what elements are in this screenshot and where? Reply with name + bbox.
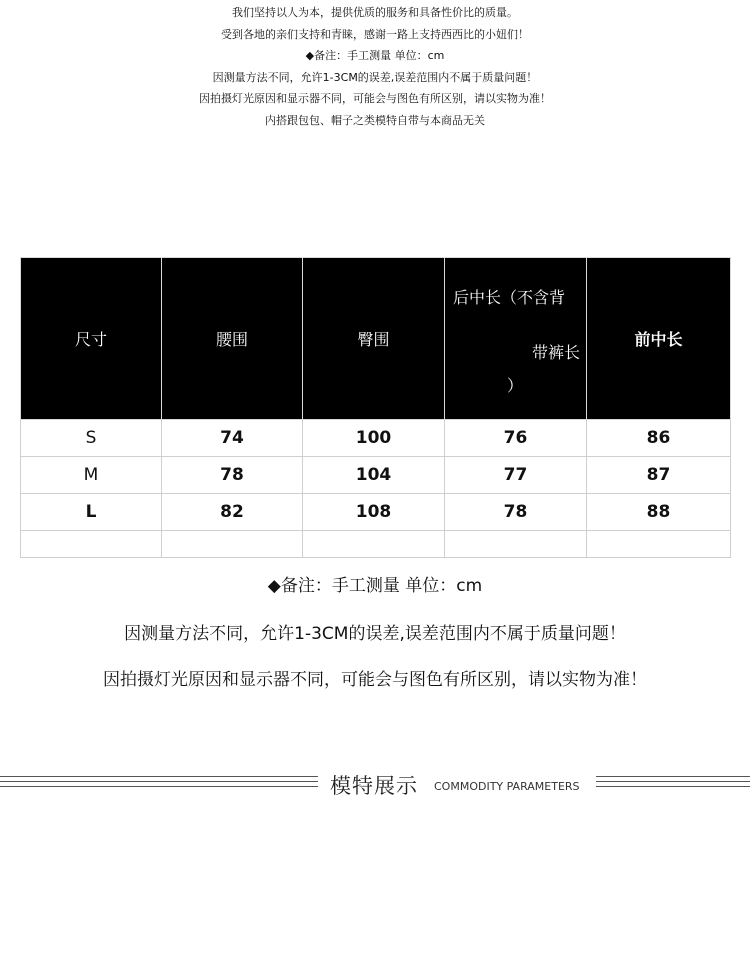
- cell-size: L: [21, 494, 162, 531]
- cell-front: 86: [587, 420, 731, 457]
- section-divider: [0, 770, 750, 800]
- cell-empty: [162, 531, 303, 558]
- header-back-length-line3: ）: [507, 376, 524, 395]
- cell-front: 87: [587, 457, 731, 494]
- table-row-empty: [21, 531, 731, 558]
- section-title: 模特展示: [330, 774, 418, 798]
- divider-lines-left: [0, 776, 318, 790]
- cell-empty: [303, 531, 445, 558]
- cell-size: M: [21, 457, 162, 494]
- top-notes: [0, 2, 750, 131]
- mid-note-tolerance: 因测量方法不同，允许1-3CM的误差,误差范围内不属于质量问题！: [124, 624, 626, 644]
- top-note-line: 因拍摄灯光原因和显示器不同，可能会与图色有所区别，请以实物为准！: [199, 92, 551, 105]
- top-note-line: 内搭跟包包、帽子之类模特自带与本商品无关: [265, 113, 485, 127]
- mid-note-unit: ◆备注：手工测量 单位：cm: [267, 576, 483, 596]
- cell-waist: 78: [162, 457, 303, 494]
- header-hip: 臀围: [303, 258, 445, 420]
- header-back-length-line1: 后中长（不含背: [453, 288, 566, 307]
- section-subtitle: COMMODITY PARAMETERS: [434, 780, 580, 793]
- header-front-length: 前中长: [587, 258, 731, 420]
- header-size: 尺寸: [21, 258, 162, 420]
- cell-empty: [587, 531, 731, 558]
- size-table: [20, 257, 731, 558]
- cell-hip: 100: [303, 420, 445, 457]
- mid-note-color: 因拍摄灯光原因和显示器不同，可能会与图色有所区别，请以实物为准！: [103, 670, 647, 690]
- cell-size: S: [21, 420, 162, 457]
- cell-empty: [445, 531, 587, 558]
- top-note-line: 我们坚持以人为本，提供优质的服务和具备性价比的质量。: [232, 6, 518, 19]
- divider-lines-right: [596, 776, 750, 790]
- cell-hip: 108: [303, 494, 445, 531]
- cell-back: 77: [445, 457, 587, 494]
- top-note-line: 受到各地的亲们支持和青睐，感谢一路上支持西西比的小妞们！: [221, 27, 529, 41]
- cell-hip: 104: [303, 457, 445, 494]
- cell-front: 88: [587, 494, 731, 531]
- top-note-line: ◆备注：手工测量 单位：cm: [305, 49, 445, 62]
- cell-back: 78: [445, 494, 587, 531]
- header-back-length-line2: 带裤长: [531, 343, 580, 362]
- table-row: [21, 420, 731, 457]
- table-header-row: [21, 258, 731, 420]
- top-note-line: 因测量方法不同，允许1-3CM的误差,误差范围内不属于质量问题！: [212, 70, 538, 84]
- cell-back: 76: [445, 420, 587, 457]
- header-waist: 腰围: [162, 258, 303, 420]
- cell-waist: 74: [162, 420, 303, 457]
- cell-waist: 82: [162, 494, 303, 531]
- table-row: [21, 457, 731, 494]
- table-row: [21, 494, 731, 531]
- cell-empty: [21, 531, 162, 558]
- header-back-length: [445, 258, 587, 420]
